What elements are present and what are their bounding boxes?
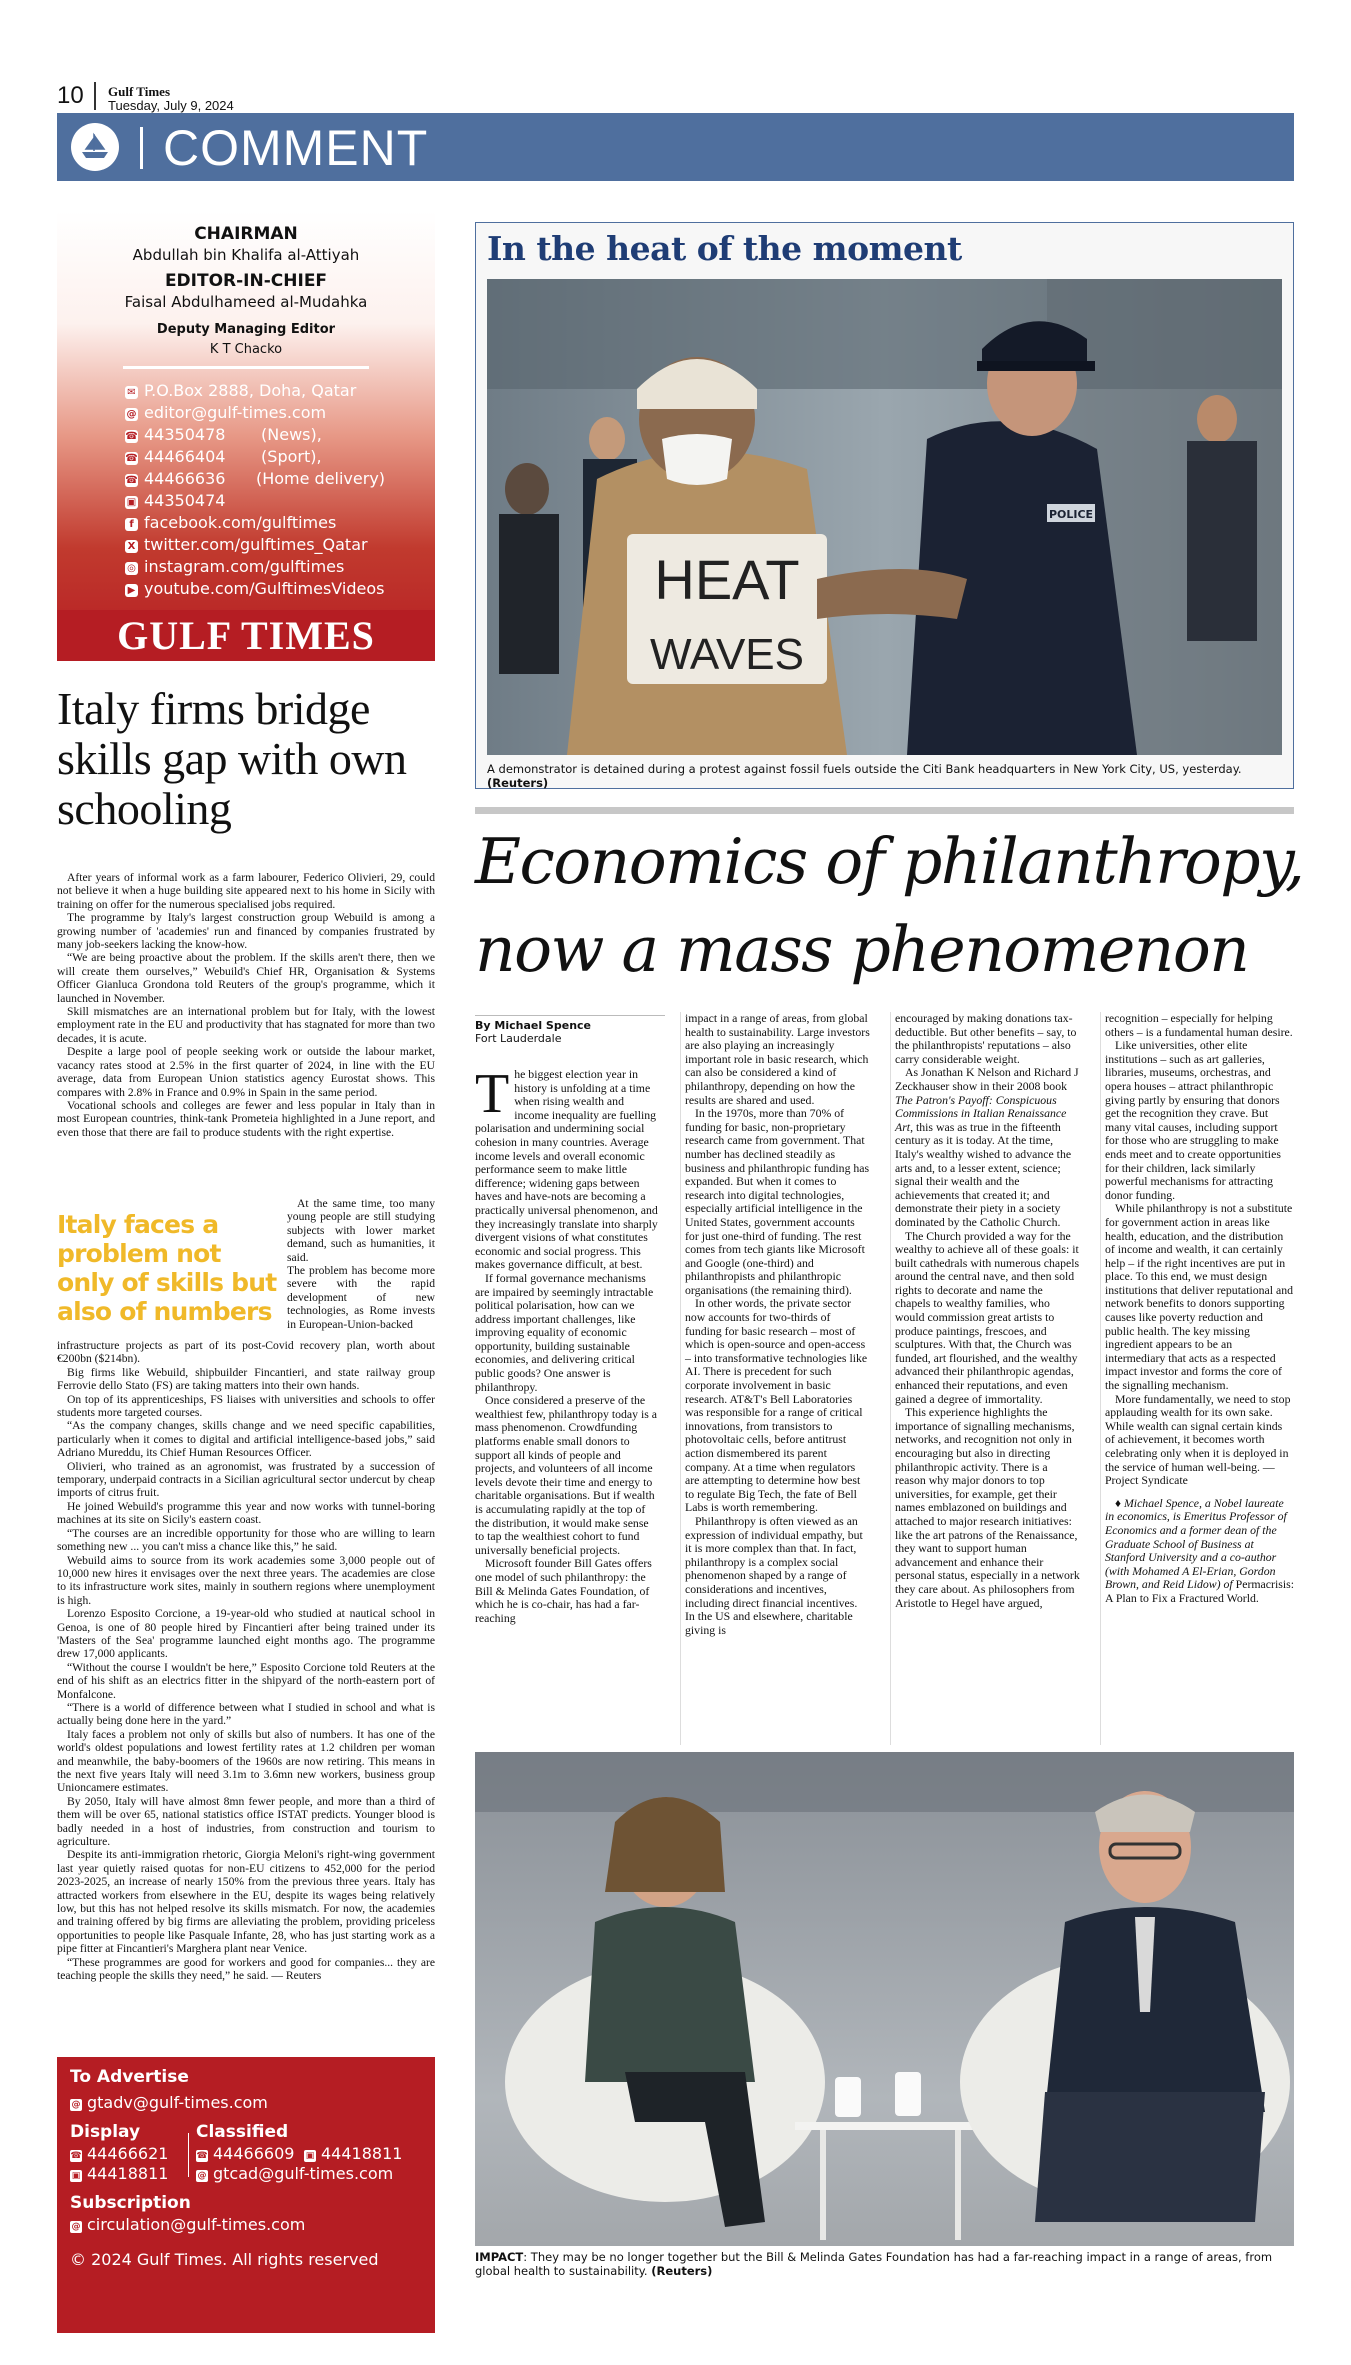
italy-body-bottom [57,1339,435,1983]
article-paragraph: After years of informal work as a farm labourer, Federico Olivieri, 29, could not believe it when a huge building site appeared next to his home in Sicily with training on offer for the numerous specialised jobs required. [57,871,435,911]
article-paragraph: Philanthropy is often viewed as an expression of individual empathy, but it is more complex than that. In fact, philanthropy is a complex social phenomenon shaped by a range of considerations and incentives, including direct financial incentives. In the US and elsewhere, charitable giving is [685,1513,863,1637]
phone-icon: ☎ [125,475,138,486]
deputy-label: Deputy Managing Editor [156,322,336,337]
article-paragraph: Skill mismatches are an international problem but for Italy, with the lowest employment rate in the EU and productivity that has stagnated for more than two decades, it is acute. [57,1005,435,1045]
article-paragraph: recognition – especially for helping others – is a fundamental human desire. [1105,1011,1293,1039]
issue-date: Tuesday, July 9, 2024 [108,98,234,113]
advertise-email[interactable]: @ gtadv@gulf-times.com [71,2093,268,2112]
contact-item[interactable] [125,425,322,444]
gates-caption: IMPACT: They may be no longer together but the Bill & Melinda Gates Foundation has had a far-reaching impact in a range of areas, from global health to sustainability. (Reuters) [475,2250,1273,2278]
classified-email[interactable]: @ gtcad@gulf-times.com [197,2164,394,2183]
masthead-rule [123,366,369,369]
article-paragraph: “The courses are an incredible opportunity for those who are willing to learn something new ... you can't miss a chance like this,” he said. [57,1526,435,1554]
contact-text: instagram.com/gulftimes [144,557,345,576]
article-paragraph: Olivieri, who trained as an agronomist, was frustrated by a succession of temporary, underpaid contracts in a Sicilian agricultural sector undercut by cheap imports of citrus fruit. [57,1459,435,1500]
gulf-times-logo [57,610,435,661]
contact-text: P.O.Box 2888, Doha, Qatar [144,381,357,400]
subscription-label: Subscription [70,2193,191,2213]
article-paragraph: Like universities, other elite institutions – such as art galleries, libraries, museums, orchestras, and opera houses – attract philanthropic giving partly by ensuring that donors get the recognition they crave. But many vital causes, including support for those who are struggling to make ends meet and to create opportunities for their children, lack similarly powerful mechanisms for attracting donor funding. [1105,1038,1281,1202]
gates-photo [475,1752,1294,2246]
contact-item[interactable] [125,447,322,466]
article-paragraph: Microsoft founder Bill Gates offers one model of such philanthropy: the Bill & Melinda Gates Foundation, of which he is co-chair, has had a far-reaching [475,1556,652,1625]
pull-quote: Italy faces a problem not only of skills but also of numbers [57,1210,277,1326]
contact-item[interactable] [125,403,326,422]
article-paragraph: Despite a large pool of people seeking work or outside the labour market, vacancy rates stood at 2.5% in the first quarter of 2024, in line with the EU average, data from European Union statistics agency Eurostat shows. This compares with 2.8% in France and 0.9% in Spain in the same period. [57,1045,435,1099]
article-paragraph: Lorenzo Esposito Corcione, a 19-year-old who studied at nautical school in Genoa, is one of 80 people hired by Fincantieri after being trained under its 'Masters of the Sea' programme launched eight months ago. The programme drew 17,000 applicants. [57,1607,435,1661]
article-paragraph: “These programmes are good for workers and good for companies... they are teaching people the skills they need,” he said. — Reuters [57,1955,435,1983]
page-number: 10 [57,82,84,109]
protest-photo [487,279,1282,755]
photo-feature [475,222,1294,789]
fax-icon: ▣ [71,2171,81,2181]
contact-text: 44350474 [144,491,226,510]
drop-cap: T [475,1063,510,1125]
contact-item[interactable] [125,557,344,576]
ad-divider [188,2133,189,2177]
section-title: COMMENT [163,120,429,176]
article-paragraph: In other words, the private sector now accounts for two-thirds of funding for basic research – most of which is open-source and open-access – into transformative technologies like AI. There is precedent for such corporate involvement in basic research. AT&T's Bell Laboratories was responsible for a range of critical innovations, from transistors to photovoltaic cells, before antitrust action dismembered its parent company. At a time when regulators are attempting to determine how best to regulate Big Tech, the fate of Bell Labs is worth remembering. [685,1296,868,1515]
article-paragraph: This experience highlights the importance of signalling mechanisms, networks, and recognition not only in encouraging but also in directing philanthropic activity. There is a reason why major donors to top universities, for example, get their names emblazoned on buildings and attached to major research initiatives: like the art patrons of the Renaissance, they want to support human advancement and enhance their personal status, especially in a network they care about. As philosophers from Aristotle to Hegel have argued, [895,1405,1080,1610]
svg-text:POLICE: POLICE [1048,508,1094,521]
classified-phone-1[interactable]: ☎ 44466609 [196,2144,295,2163]
economics-headline: Economics of philanthropy, now a mass phenomenon [475,825,1304,986]
svg-text:WAVES: WAVES [649,630,805,679]
italy-body-top [57,871,435,1139]
contact-item[interactable] [125,381,356,400]
copyright: © 2024 Gulf Times. All rights reserved [70,2250,379,2269]
x-icon: X [125,540,138,553]
contact-text: facebook.com/gulftimes [144,513,337,532]
fax-icon: ▣ [126,497,137,508]
article-paragraph: Italy faces a problem not only of skills but also of numbers. It has one of the world's oldest populations and lowest fertility rates at 1.2 children per woman and meanwhile, the baby-boomers of the 1960s are now retiring. This means in the next five years Italy will need 3.1m to 3.6mn new workers, business group Unioncamere estimates. [57,1727,435,1795]
contact-item[interactable] [125,579,384,598]
article-paragraph: As Jonathan K Nelson and Richard J Zeckhauser show in their 2008 book The Patron's Payoff: Conspicuous Commissions in Italian Renaissance Art, this was as true in the fifteenth century as it is today. At the time, Italy's wealthy wished to advance the arts and, to a lesser extent, science; signal their wealth and the achievements that created it; and demonstrate their piety in a society dominated by the Catholic Church. [895,1065,1079,1229]
contact-item[interactable] [125,491,225,510]
article-paragraph: If formal governance mechanisms are impaired by seemingly intractable political polarisation, how can we address important challenges, like improving equality of economic opportunity, building sustainable economies, and delivering critical public goods? One answer is philanthropy. [475,1270,654,1394]
facebook-icon: f [125,518,138,531]
contact-item[interactable] [125,513,336,532]
article-paragraph: “As the company changes, skills change and we need specific capabilities, particularly when it comes to digital and artificial intelligence-based jobs,” said Adriano Mureddu, its Chief Human Resources Officer. [57,1419,435,1460]
article-column-1 [475,1063,660,1625]
article-paragraph: On top of its apprenticeships, FS liaises with universities and schools to offer students more targeted courses. [57,1392,435,1420]
contact-text: 44466636 (Home delivery) [144,469,386,488]
phone-icon: ☎ [70,2151,82,2161]
byline [475,1015,665,1045]
article-paragraph: impact in a range of areas, from global health to sustainability. Large investors are also playing an increasingly important role in basic research, which can also be considered a kind of philanthropy, depending on how the results are shared and used. [685,1011,870,1107]
section-rule [475,807,1294,814]
article-paragraph: Vocational schools and colleges are fewer and less popular in Italy than in most European countries, think-tank Prometeia highlighted in a June report, and even those that there are fail to produce students with the right expertise. [57,1098,435,1139]
deputy-name: K T Chacko [209,342,283,357]
classified-phone-2[interactable]: ▣ 44418811 [305,2144,403,2163]
article-column-3 [895,1012,1080,1610]
advertise-title: To Advertise [70,2067,189,2087]
article-paragraph: The programme by Italy's largest construction group Webuild is among a growing number of 'academies' run and financed by companies frustrated by many job-seekers lacking the know-how. [57,911,435,952]
article-column-2 [685,1012,870,1637]
article-paragraph: Big firms like Webuild, shipbuilder Fincantieri, and state railway group Ferrovie dello Stato (FS) are taking matters into their own hands. [57,1365,435,1393]
chairman-name: Abdullah bin Khalifa al-Attiyah [132,246,360,264]
article-paragraph: Despite its anti-immigration rhetoric, Giorgia Meloni's right-wing government last year quietly raised quotas for non-EU citizens to 452,000 for the period 2023-2025, an increase of nearly 150% from the previous three years. Italy has attracted workers from elsewhere in the EU, despite its wages being relatively low, but this has not helped resolve its skills mismatch. For now, the academies and training offered by big firms are alleviating the problem, providing priceless opportunities to people like Pasquale Infante, 28, who has just starting work as a pipe fitter at Fincantieri's Marghera plant near Venice. [57,1848,435,1956]
italy-body-narrow: At the same time, too many young people are still studying subjects with lower market demand, such as humanities, it said. The problem has become more severe with the rapid development of new technologies, as Rome invests in European-Union-backed [287,1197,435,1331]
email-icon: @ [71,2100,81,2110]
fax-icon: ▣ [305,2151,315,2161]
svg-text:HEAT: HEAT [654,548,800,611]
article-paragraph: The Church provided a way for the wealthy to achieve all of these goals: it built cathedrals with numerous chapels around the central nave, and then sold rights to decorate and name the chapels to wealthy families, who would commission great artists to produce paintings, frescoes, and sculptures. With that, the Church was funded, art flourished, and the wealthy advanced their philanthropic agendas, enhanced their reputations, and even gained a degree of immortality. [895,1228,1080,1406]
editor-label: EDITOR-IN-CHIEF [164,271,328,291]
article-column-4 [1105,1012,1294,1606]
contact-text: editor@gulf-times.com [144,403,327,422]
italy-headline: Italy firms bridge skills gap with own schooling [57,683,407,834]
subscription-email[interactable]: @ circulation@gulf-times.com [71,2215,306,2234]
article-paragraph: The biggest election year in history is unfolding at a time when rising wealth and income inequality are fuelling polarisation and undermining social cohesion in many countries. Average income levels and overall economic performance seem to make little difference; widening gaps between haves and have-nots are becoming a practically universal phenomenon, and they increasingly translate into sharply divergent visions of what constitutes economic and social progress. This makes governance difficult, at best. [475,1063,658,1272]
phone-icon: ☎ [125,453,138,464]
article-paragraph: By 2050, Italy will have almost 8mn fewer people, and more than a third of them will be over 65, national statistics office ISTAT predicts. Younger blood is badly needed in a host of industries, from construction and tourism to agriculture. [57,1794,435,1849]
article-paragraph: Webuild aims to source from its work academies some 3,000 people out of 10,000 new hires it envisages over the next three years. The academies are close to its infrastructure work sites, mainly in southern regions where unemployment is high. [57,1553,435,1607]
article-paragraph: “There is a world of difference between what I studied in school and what is actually being done here in the yard.” [57,1700,435,1728]
article-paragraph: infrastructure projects as part of its post-Covid recovery plan, worth about €200bn ($214bn). [57,1339,435,1366]
chairman-label: CHAIRMAN [194,224,298,244]
display-phone-1[interactable]: ☎ 44466621 [70,2144,169,2163]
youtube-icon: ▶ [125,584,138,597]
contact-text: youtube.com/GulftimesVideos [144,579,385,598]
contact-text: 44466404 (Sport), [144,447,322,466]
email-icon: @ [197,2171,207,2181]
contact-item[interactable] [125,535,368,554]
logo-text: GULF TIMES [117,613,375,658]
article-paragraph: Once considered a preserve of the wealthiest few, philanthropy today is a mass phenomenon. Crowdfunding platforms enable small donors to support all kinds of people and projects, and volunteers of all income levels devote their time and energy to charitable organisations. But if wealth is accumulating rapidly at the top of the distribution, it would make sense to tap the wealthiest cohort to fund universally beneficial projects. [475,1393,658,1557]
article-paragraph: While philanthropy is not a substitute for government action in areas like health, education, and the distribution of income and wealth, it can certainly help – if the right incentives are put in place. To this end, we must design institutions that deliver reputational and network benefits to donors supporting causes like poverty reduction and public health. The key missing ingredient appears to be an intermediary that acts as a respected impact investor and forms the core of the signalling mechanism. [1105,1201,1294,1393]
email-icon: @ [126,409,137,420]
article-paragraph: “Without the course I wouldn't be here,” Esposito Corcione told Reuters at the end of his shift as an electrics fitter in the shipyard of the north-eastern port of Monfalcone. [57,1660,435,1701]
author-bio: ♦ Michael Spence, a Nobel laureate in economics, is Emeritus Professor of Economics and a former dean of the Graduate School of Business at Stanford University and a co-author (with Mohamed A El-Erian, Gordon Brown, and Reid Lidow) of Permacrisis: A Plan to Fix a Fractured World. [1105,1495,1294,1605]
classified-label: Classified [196,2122,289,2142]
header-divider [94,82,96,110]
author-name: By Michael Spence [475,1019,592,1032]
phone-icon: ☎ [125,431,138,442]
phone-icon: ☎ [196,2151,208,2161]
article-paragraph: More fundamentally, we need to stop applauding wealth for its own sake. While wealth can signal certain kinds of achievement, it becomes worth celebrating only when it is deployed in the service of human well-being. — Project Syndicate [1105,1391,1291,1488]
photo-caption: A demonstrator is detained during a protest against fossil fuels outside the Citi Bank headquarters in New York City, US, yesterday. (Reuters) [487,762,1242,790]
contact-text: twitter.com/gulftimes_Qatar [144,535,368,554]
article-paragraph: “We are being proactive about the problem. If the skills aren't there, then we will create them ourselves,” Webuild's Chief HR, Organisation & Systems Officer Gianluca Grondona told Reuters of the group's programme, which it launched in November. [57,951,435,1005]
article-paragraph: encouraged by making donations tax-deductible. But other benefits – say, to the philanthropists' reputations – also carry considerable weight. [895,1011,1077,1066]
contact-item[interactable] [125,469,385,488]
photo-feature-title: In the heat of the moment [487,229,962,268]
contact-text: 44350478 (News), [144,425,322,444]
dateline: Fort Lauderdale [475,1032,562,1045]
masthead-panel [57,211,435,661]
article-paragraph: In the 1970s, more than 70% of funding for basic, non-proprietary research came from government. That number has declined steadily as business and philanthropic funding has expanded. But when it comes to research into digital technologies, especially artificial intelligence in the United States, government accounts for just one-third of funding. The rest comes from tech giants like Microsoft and Google (one-third) and philanthropists and philanthropic organisations (the remaining third). [685,1106,870,1297]
display-label: Display [70,2122,141,2142]
article-paragraph: He joined Webuild's programme this year and now works with tunnel-boring machines at its site on Sicily's eastern coast. [57,1499,435,1527]
section-banner [57,113,1294,181]
mail-icon: ✉ [125,386,138,399]
banner-divider [140,127,143,169]
editor-name: Faisal Abdulhameed al-Mudahka [124,293,368,311]
ship-icon [71,123,119,171]
advertise-box [57,2057,435,2333]
email-icon: @ [71,2222,81,2232]
paper-name: Gulf Times [108,84,171,99]
instagram-icon: ◎ [125,562,138,575]
display-phone-2[interactable]: ▣ 44418811 [71,2164,169,2183]
